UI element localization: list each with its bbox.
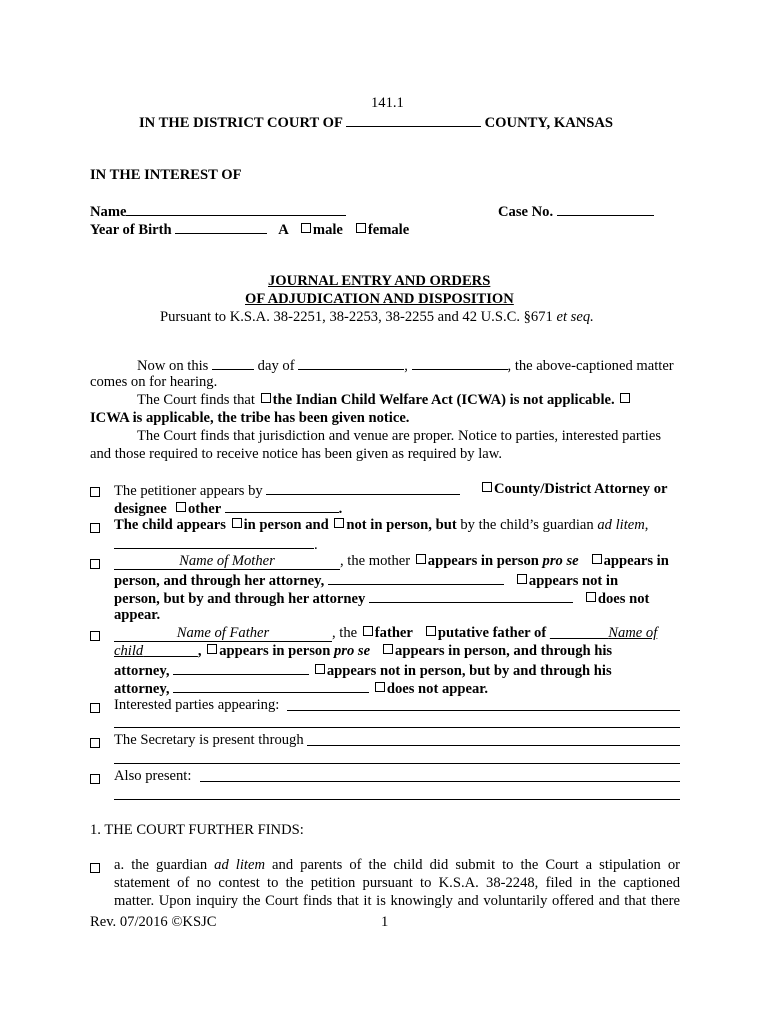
father-attorney-checkbox[interactable] [383, 644, 393, 654]
hearing-line: comes on for hearing. [90, 374, 218, 390]
interested-parties-label: Interested parties appearing: [114, 697, 280, 713]
ad-litem-text: ad litem [597, 517, 645, 533]
icwa-line [137, 392, 632, 410]
now-on-this-text: Now on this [137, 358, 209, 374]
not-in-person-text: not in person, but [346, 517, 457, 533]
page-number: 1 [381, 914, 389, 930]
case-no-row [498, 202, 654, 222]
interested-parties-field-2[interactable] [114, 727, 680, 728]
petitioner-label: The petitioner appears by [114, 483, 263, 499]
father-name-field[interactable]: Name of Father [114, 626, 332, 642]
person-through-attorney-text: person, and through her attorney, [114, 573, 325, 589]
child-name-field[interactable] [126, 202, 346, 216]
mother-attorney-checkbox[interactable] [592, 554, 602, 564]
father-appears-in-person-text: appears in person [219, 643, 331, 659]
female-label: female [367, 222, 410, 238]
county-da-text: County/District Attorney or [494, 481, 668, 497]
date-comma: , [404, 358, 408, 374]
petitioner-line [114, 481, 460, 501]
birth-year-label: Year of Birth [90, 222, 172, 238]
pursuant-text: Pursuant to K.S.A. 38-2251, 38-2253, 38-2255 and 42 U.S.C. §671 [160, 309, 553, 325]
county-name-field[interactable] [346, 113, 481, 127]
court-heading [139, 113, 613, 133]
child-name-ref [114, 643, 198, 659]
other-checkbox[interactable] [176, 502, 186, 512]
court-heading-prefix: IN THE DISTRICT COURT OF [139, 115, 343, 131]
name-row [90, 202, 346, 222]
child-appears-checkbox[interactable] [90, 523, 100, 533]
pursuant-line [160, 309, 594, 327]
mother-does-not-appear-checkbox[interactable] [586, 592, 596, 602]
finding-a-line-1 [114, 857, 680, 875]
secretary-checkbox[interactable] [90, 738, 100, 748]
also-present-checkbox[interactable] [90, 774, 100, 784]
icwa-applicable-text: ICWA is applicable, the tribe has been given notice. [90, 410, 410, 426]
attorney-label-1: attorney, [114, 663, 170, 679]
child-appears-text: The child appears [114, 517, 226, 533]
father-line-1 [114, 625, 657, 643]
father-line-2 [114, 643, 612, 661]
male-checkbox[interactable] [301, 223, 311, 233]
appears-not-in-text: appears not in [528, 573, 619, 589]
mother-attorney-field[interactable] [328, 571, 504, 585]
appears-in-text: appears in [603, 553, 669, 569]
jurisdiction-line-1: The Court finds that jurisdiction and venue are proper. Notice to parties, interested parties [137, 428, 661, 444]
day-field[interactable] [212, 356, 254, 370]
petitioner-field[interactable] [266, 481, 460, 495]
case-no-label: Case No. [498, 204, 554, 220]
county-da-checkbox[interactable] [482, 482, 492, 492]
mother-name-field[interactable]: Name of Mother [114, 554, 340, 570]
attorney-label-2: attorney, [114, 681, 170, 697]
icwa-prefix: The Court finds that [137, 392, 255, 408]
et-seq-text: et seq. [556, 309, 594, 325]
child-comma: , [644, 517, 649, 533]
name-of-text: Name of [608, 625, 658, 641]
guardian-name-line [114, 535, 318, 555]
father-line-4 [114, 679, 488, 699]
father-does-not-appear-checkbox[interactable] [375, 682, 385, 692]
father-comma: , [197, 643, 202, 659]
also-present-label: Also present: [114, 768, 192, 784]
day-of-text: day of [257, 358, 295, 374]
case-number-field[interactable] [557, 202, 654, 216]
appears-in-person-through-text: appears in person, and through his [395, 643, 613, 659]
other-period: . [338, 501, 343, 517]
father-pro-se-checkbox[interactable] [207, 644, 217, 654]
finding-a-checkbox[interactable] [90, 863, 100, 873]
appears-not-in-person-his-text: appears not in person, but by and through his [326, 663, 612, 679]
does-not-text: does not [597, 591, 650, 607]
pro-se-text: pro se [542, 553, 579, 569]
also-present-field-2[interactable] [114, 799, 680, 800]
petitioner-checkbox[interactable] [90, 487, 100, 497]
putative-father-text: putative father of [437, 625, 547, 641]
guardian-period: . [314, 537, 318, 553]
jurisdiction-line-2: and those required to receive notice has been given as required by law. [90, 446, 502, 462]
interested-parties-checkbox[interactable] [90, 703, 100, 713]
now-on-this-line [137, 356, 674, 376]
father-not-in-person-checkbox[interactable] [315, 664, 325, 674]
form-number: 141.1 [371, 95, 404, 111]
secretary-field-2[interactable] [114, 763, 680, 764]
month-field[interactable] [298, 356, 404, 370]
matter-text: , the above-captioned matter [507, 358, 674, 374]
birth-row [90, 220, 409, 240]
name-label: Name [90, 204, 127, 220]
mother-line-1 [114, 553, 669, 571]
interest-of-label: IN THE INTEREST OF [90, 167, 242, 183]
appear-text: appear. [114, 607, 161, 623]
finding-a-post: and parents of the child did submit to the Court a stipulation or [272, 857, 680, 873]
father-text: father [374, 625, 413, 641]
appears-in-person-text: appears in person [427, 553, 539, 569]
interested-parties-field[interactable] [287, 710, 680, 711]
also-present-field[interactable] [200, 781, 680, 782]
by-guardian-text: by the child’s guardian [460, 517, 594, 533]
guardian-ad-litem-field[interactable] [114, 535, 314, 549]
father-line-3 [114, 661, 612, 681]
icwa-applicable-checkbox[interactable] [620, 393, 630, 403]
county-da-option [480, 481, 667, 499]
person-but-through-text: person, but by and through her attorney [114, 591, 366, 607]
putative-father-checkbox[interactable] [426, 626, 436, 636]
other-text: other [188, 501, 221, 517]
father-checkbox[interactable] [90, 631, 100, 641]
designee-text: designee [114, 501, 167, 517]
father-type-checkbox[interactable] [363, 626, 373, 636]
finding-a-line-3: matter. Upon inquiry the Court finds that it is knowingly and voluntarily offered and that there [114, 893, 680, 909]
the-mother-text: , the mother [340, 553, 411, 569]
title-line-2: OF ADJUDICATION AND DISPOSITION [245, 291, 514, 307]
revision-footer: Rev. 07/2016 ©KSJC [90, 914, 217, 930]
secretary-label: The Secretary is present through [114, 732, 304, 748]
mother-not-in-person-checkbox[interactable] [517, 574, 527, 584]
court-heading-suffix: COUNTY, KANSAS [484, 115, 614, 131]
mother-pro-se-checkbox[interactable] [416, 554, 426, 564]
mother-attorney-field-2[interactable] [369, 589, 573, 603]
the-text: , the [332, 625, 358, 641]
icwa-not-applicable-checkbox[interactable] [261, 393, 271, 403]
findings-heading: 1. THE COURT FURTHER FINDS: [90, 822, 304, 838]
father-pro-se-text: pro se [333, 643, 371, 659]
birth-year-field[interactable] [175, 220, 267, 234]
name-of-child-label [550, 625, 657, 641]
title-line-1: JOURNAL ENTRY AND ORDERS [268, 273, 491, 289]
father-attorney-field[interactable] [173, 661, 309, 675]
year-field[interactable] [412, 356, 508, 370]
designee-line [114, 499, 342, 519]
finding-a-ad-litem: ad litem [214, 857, 265, 873]
other-field[interactable] [225, 499, 339, 513]
in-person-and-text: in person and [243, 517, 329, 533]
mother-checkbox[interactable] [90, 559, 100, 569]
child-text: child [114, 643, 144, 659]
finding-a-line-2: statement of no contest to the petition pursuant to K.S.A. 38-2248, filed in the captioned [114, 875, 680, 891]
female-checkbox[interactable] [356, 223, 366, 233]
mother-line-2 [114, 571, 618, 591]
icwa-not-applicable-text: the Indian Child Welfare Act (ICWA) is not applicable. [272, 392, 615, 408]
a-label: A [278, 222, 288, 238]
child-in-person-checkbox[interactable] [232, 518, 242, 528]
secretary-field[interactable] [307, 745, 680, 746]
father-attorney-field-2[interactable] [173, 679, 369, 693]
child-appears-line [114, 517, 648, 535]
mother-line-3 [114, 589, 649, 609]
does-not-appear-text: does not appear. [386, 681, 489, 697]
finding-a-pre: the guardian [131, 857, 208, 873]
finding-a-label: a. [114, 857, 125, 873]
male-label: male [312, 222, 343, 238]
child-not-in-person-checkbox[interactable] [334, 518, 344, 528]
